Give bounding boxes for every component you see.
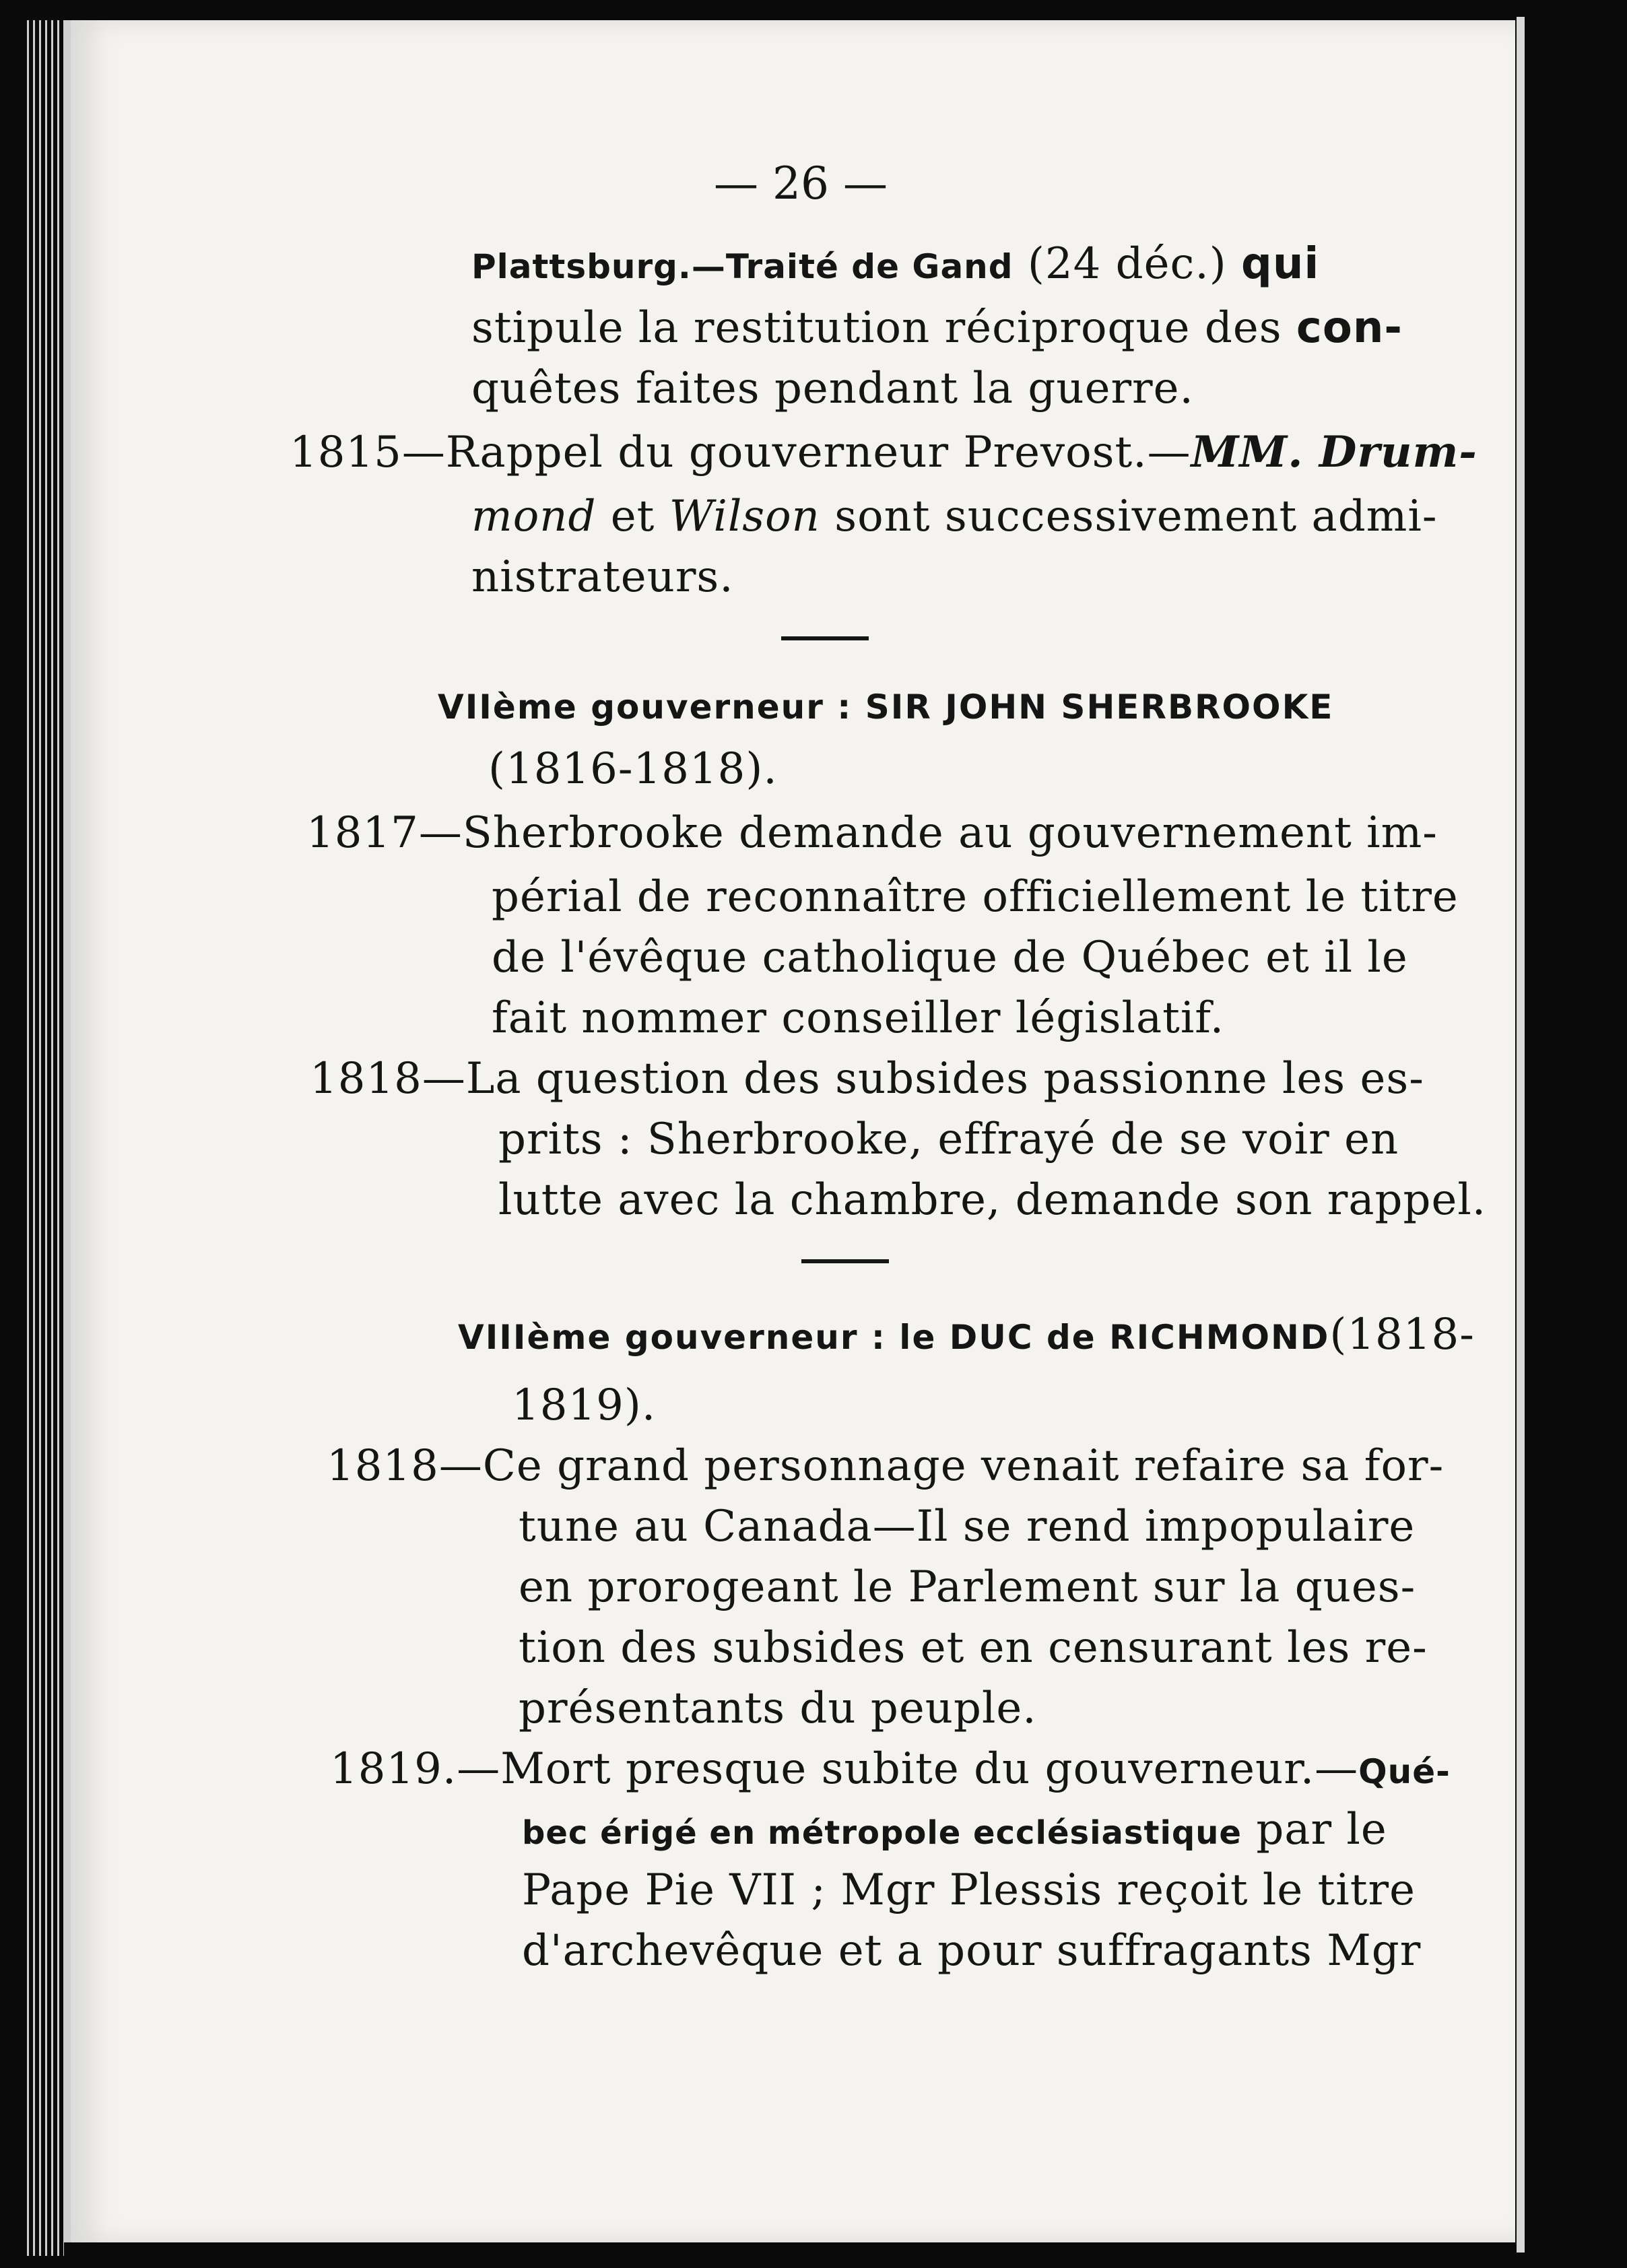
text-bold: qui xyxy=(1241,239,1320,289)
text-bold: bec érigé en métropole ecclésiastique xyxy=(522,1814,1242,1852)
text-line xyxy=(471,492,1438,541)
text-bold-italic: MM. Drum- xyxy=(1191,427,1477,477)
text-line xyxy=(522,1805,1387,1855)
text-run: 1819.—Mort presque subite du gouverneur.— xyxy=(330,1744,1359,1794)
text-line: lutte avec la chambre, demande son rappel. xyxy=(498,1175,1487,1225)
text-line: d'archevêque et a pour suffragants Mgr xyxy=(522,1926,1422,1976)
text-line: prits : Sherbrooke, effrayé de se voir en xyxy=(498,1114,1399,1164)
text-line: Pape Pie VII ; Mgr Plessis reçoit le titre xyxy=(522,1865,1416,1915)
text-bold: Qué- xyxy=(1358,1752,1451,1791)
text-line: fait nommer conseiller législatif. xyxy=(492,993,1225,1043)
text-bold: Plattsburg.—Traité de Gand xyxy=(471,247,1014,286)
text-line xyxy=(471,239,1320,289)
text-bold: con- xyxy=(1296,303,1403,353)
text-line: présentants du peuple. xyxy=(519,1683,1037,1733)
text-line: en prorogeant le Parlement sur la ques- xyxy=(519,1562,1416,1612)
text-line: de l'évêque catholique de Québec et il le xyxy=(492,933,1408,982)
text-italic: Wilson xyxy=(669,492,820,541)
text-run: (1818- xyxy=(1329,1310,1475,1360)
text-line: 1819). xyxy=(512,1380,657,1430)
section-heading xyxy=(458,1310,1475,1360)
text-run: et xyxy=(596,492,669,541)
text-line xyxy=(330,1744,1451,1794)
book-gutter xyxy=(1517,17,1525,2253)
text-line: quêtes faites pendant la guerre. xyxy=(471,364,1194,413)
section-rule xyxy=(801,1259,889,1263)
text-run: 1815—Rappel du gouverneur Prevost.— xyxy=(290,428,1191,477)
text-line: nistrateurs. xyxy=(471,552,734,602)
text-run: (24 déc.) xyxy=(1027,239,1227,289)
text-italic: mond xyxy=(471,492,597,541)
text-line: périal de reconnaître officiellement le titre xyxy=(492,872,1459,922)
text-run: sont successivement admi- xyxy=(820,492,1438,541)
heading-bold: VIIIème gouverneur : le DUC de RICHMOND xyxy=(458,1318,1330,1357)
text-line: 1817—Sherbrooke demande au gouvernement im- xyxy=(306,808,1438,858)
text-run: par le xyxy=(1256,1805,1387,1855)
text-line xyxy=(471,303,1403,353)
section-rule xyxy=(781,636,869,640)
text-line: 1818—La question des subsides passionne les es- xyxy=(310,1054,1424,1104)
text-line: (1816-1818). xyxy=(488,744,778,794)
text-line: 1818—Ce grand personnage venait refaire sa for- xyxy=(327,1441,1445,1491)
text-line xyxy=(290,427,1477,477)
text-run: stipule la restitution réciproque des xyxy=(471,303,1282,353)
text-line: tion des subsides et en censurant les re- xyxy=(519,1623,1428,1673)
section-heading: VIIème gouverneur : SIR JOHN SHERBROOKE xyxy=(438,688,1334,727)
page-edge-stack xyxy=(27,20,64,2256)
text-line: tune au Canada—Il se rend impopulaire xyxy=(519,1502,1416,1552)
page-number: — 26 — xyxy=(714,158,888,209)
